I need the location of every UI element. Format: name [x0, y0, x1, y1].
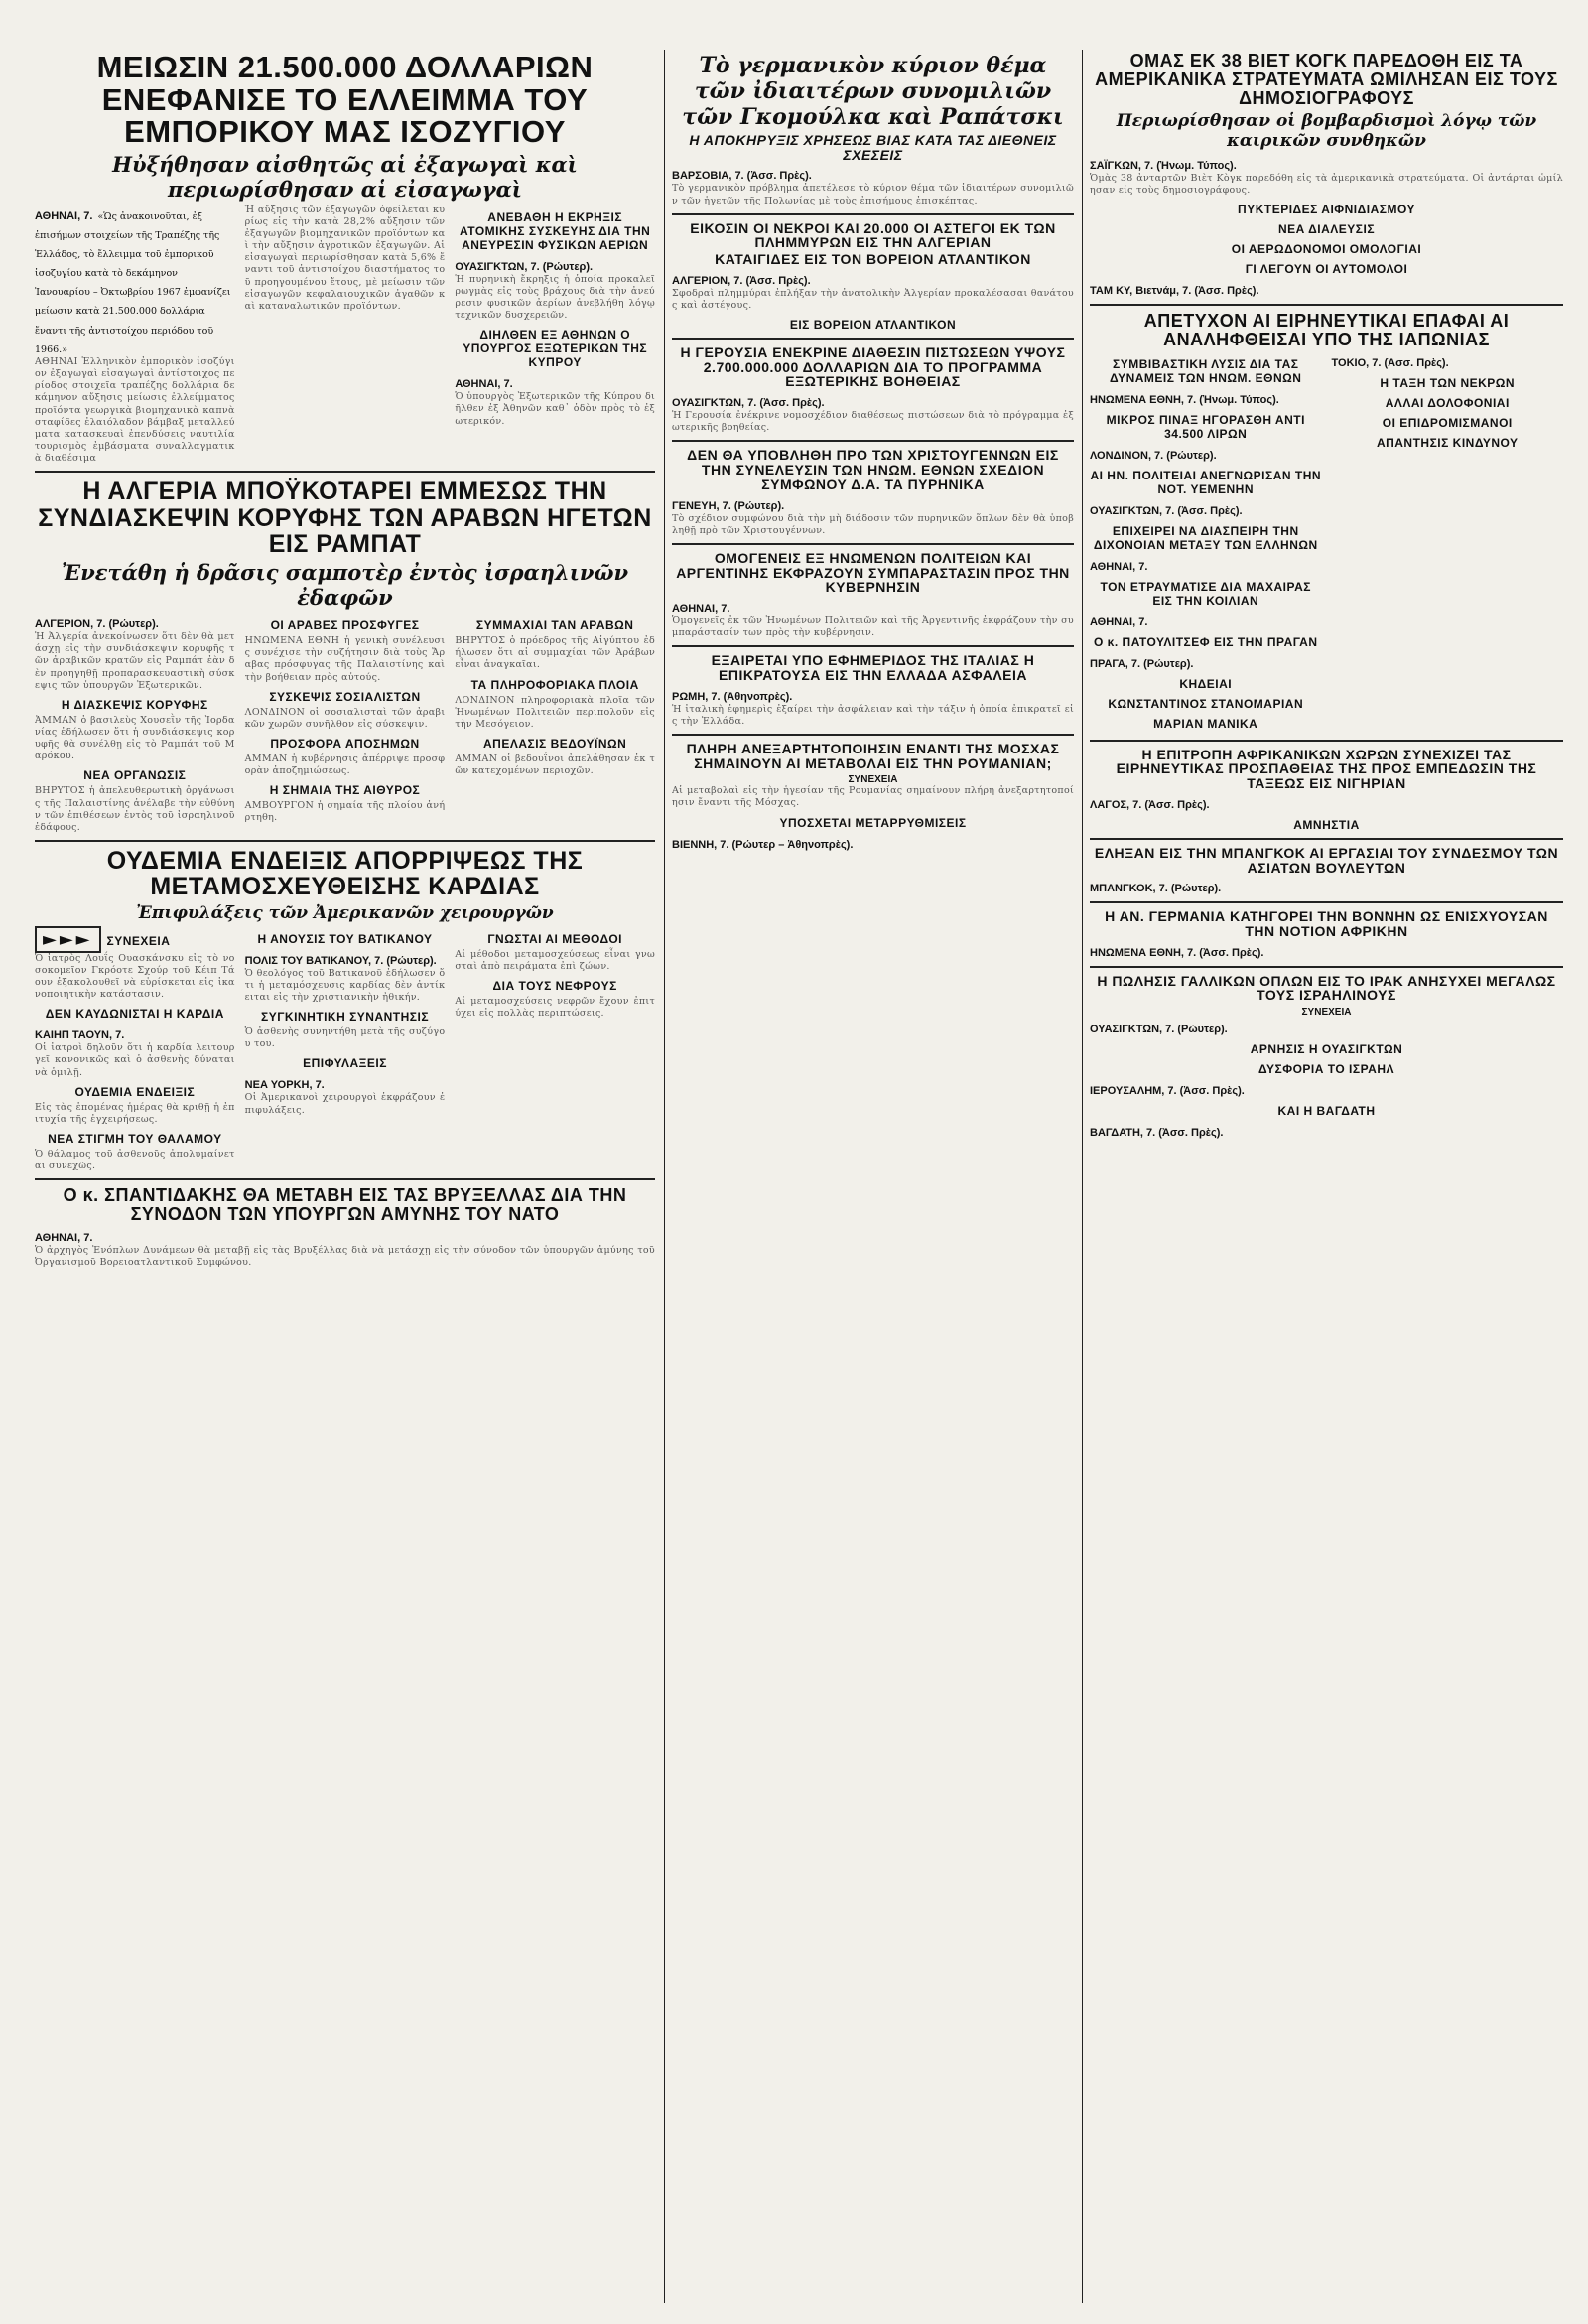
body-text: Ὁμογενεῖς ἐκ τῶν Ἡνωμένων Πολιτειῶν καὶ τῆς Ἀργεντινῆς ἐκφράζουν τὴν συμπαράστασίν των πρὸς τὴν κυβέρνησιν.	[672, 615, 1074, 639]
body-text: Εἰς τὰς ἑπομένας ἡμέρας θὰ κριθῇ ἡ ἐπιτυχία τῆς ἐγχειρήσεως.	[35, 1101, 235, 1125]
body-text: Τὸ γερμανικὸν πρόβλημα ἀπετέλεσε τὸ κύριον θέμα τῶν ἰδιαιτέρων συνομιλιῶν τῶν ἡγετῶν τῆς Πολωνίας μὲ τοὺς ἐπισήμους ἐπισκέπτας.	[672, 183, 1074, 206]
dateline: ΝΕΑ ΥΟΡΚΗ, 7.	[244, 1079, 325, 1092]
continuation-label: ΣΥΝΕΧΕΙΑ	[848, 774, 898, 786]
article-senate	[672, 345, 1074, 434]
body-text: ΑΜΒΟΥΡΓΟΝ ἡ σημαία τῆς πλοίου ἀνήρτηθη.	[244, 800, 446, 824]
section-heading: ΤΑ ΠΛΗΡΟΦΟΡΙΑΚΑ ΠΛΟΙΑ	[470, 677, 639, 692]
article-floods	[672, 221, 1074, 332]
newspaper-page	[35, 50, 1563, 2303]
dateline: ΑΛΓΕΡΙΟΝ, 7. (Ἀσσ. Πρὲς).	[672, 274, 811, 287]
body-text: Αἱ μεταμοσχεύσεις νεφρῶν ἔχουν ἐπιτύχει εἰς πολλὰς περιπτώσεις.	[455, 995, 655, 1020]
section-heading: ΤΟΝ ΕΤΡΑΥΜΑΤΙΣΕ ΔΙΑ ΜΑΧΑΙΡΑΣ ΕΙΣ ΤΗΝ ΚΟΙΛΙΑΝ	[1100, 579, 1311, 608]
section-heading: ΕΠΙΦΥΛΑΞΕΙΣ	[303, 1056, 387, 1071]
dateline: ΛΑΓΟΣ, 7. (Ἀσσ. Πρὲς).	[1090, 798, 1210, 811]
dateline: ΑΘΗΝΑΙ, 7.	[35, 1232, 93, 1245]
column-middle	[672, 50, 1074, 2303]
section-heading: ΣΥΣΚΕΨΙΣ ΣΟΣΙΑΛΙΣΤΩΝ	[269, 689, 421, 704]
section-heading: Η ΤΑΞΗ ΤΩΝ ΝΕΚΡΩΝ	[1380, 375, 1516, 390]
continuation-ribbon-icon: ►►►	[35, 926, 101, 953]
dateline: ΡΩΜΗ, 7. (Ἀθηνοπρὲς).	[672, 690, 793, 703]
section-heading: ΑΝΕΒΑΘΗ Η ΕΚΡΗΞΙΣ ΑΤΟΜΙΚΗΣ ΣΥΣΚΕΥΗΣ ΔΙΑ ΤΗΝ ΑΝΕΥΡΕΣΙΝ ΦΥΣΙΚΩΝ ΑΕΡΙΩΝ	[460, 209, 651, 252]
article-bangkok	[1090, 846, 1563, 895]
column-left	[35, 50, 655, 2303]
article-nuclear-treaty	[672, 448, 1074, 536]
section-heading: ΣΥΓΚΙΝΗΤΙΚΗ ΣΥΝΑΝΤΗΣΙΣ	[261, 1010, 430, 1025]
continuation-label: ΣΥΝΕΧΕΙΑ	[106, 933, 171, 948]
section-heading: ΚΗΔΕΙΑΙ	[1179, 676, 1233, 691]
funeral-name: ΜΑΡΙΑΝ ΜΑΝΙΚΑ	[1153, 716, 1258, 731]
article-peace-contacts	[1090, 312, 1563, 734]
subheadline: Η ΑΠΟΚΗΡΥΞΙΣ ΧΡΗΣΕΩΣ ΒΙΑΣ ΚΑΤΑ ΤΑΣ ΔΙΕΘΝΕΙΣ ΣΧΕΣΕΙΣ	[689, 132, 1057, 163]
section-heading: ΠΡΟΣΦΟΡΑ ΑΠΟΣΗΜΩΝ	[270, 736, 420, 751]
headline: ΑΠΕΤΥΧΟΝ ΑΙ ΕΙΡΗΝΕΥΤΙΚΑΙ ΕΠΑΦΑΙ ΑΙ ΑΝΑΛΗΦΘΕΙΣΑΙ ΥΠΟ ΤΗΣ ΙΑΠΩΝΙΑΣ	[1143, 310, 1510, 349]
body-text: Ἡ αὔξησις τῶν ἐξαγωγῶν ὀφείλεται κυρίως εἰς τὴν κατὰ 28,2% αὔξησιν τῶν ἐξαγωγῶν βιομηχανικῶν προϊόντων καὶ τὴν αὔξησιν ἀγροτικῶν ἐξαγωγῶν. Αἱ εἰσαγωγαὶ περιωρίσθησαν κατὰ 5,6% ἔναντι τοῦ ἀντιστοίχου διαστήματος τοῦ προηγουμένου ἔτους, μὲ μείωσιν τῶν εἰσαγωγῶν κεφαλαιουχικῶν ἀγαθῶν καὶ καταναλωτικῶν προϊόντων.	[244, 204, 446, 312]
body-text: ΑΜΜΑΝ οἱ βεδουΐνοι ἀπελάθησαν ἐκ τῶν κατεχομένων περιοχῶν.	[455, 752, 655, 777]
body-text: Αἱ μεταβολαὶ εἰς τὴν ἡγεσίαν τῆς Ρουμανίας σημαίνουν πλήρη ἀνεξαρτητοποίησιν ἔναντι τῆς Μόσχας.	[672, 785, 1074, 809]
article-bonn	[1090, 909, 1563, 959]
dateline: ΒΑΡΣΟΒΙΑ, 7. (Ἀσσ. Πρὲς).	[672, 170, 812, 183]
headline: Η ΑΛΓΕΡΙΑ ΜΠΟΫΚΟΤΑΡΕΙ ΕΜΜΕΣΩΣ ΤΗΝ ΣΥΝΔΙΑΣΚΕΨΙΝ ΚΟΡΥΦΗΣ ΤΩΝ ΑΡΑΒΩΝ ΗΓΕΤΩΝ ΕΙΣ ΡΑΜΠΑΤ	[38, 478, 652, 558]
dateline: ΑΘΗΝΑΙ, 7.	[1090, 615, 1148, 628]
article-italy	[672, 653, 1074, 728]
article-german-talks	[672, 53, 1074, 207]
section-heading: ΑΠΕΛΑΣΙΣ ΒΕΔΟΥΪΝΩΝ	[483, 736, 627, 751]
section-heading: ΝΕΑ ΔΙΑΛΕΥΣΙΣ	[1277, 221, 1376, 236]
section-heading: ΟΙ ΑΕΡΩΔΟΝΟΜΟΙ ΟΜΟΛΟΓΙΑΙ	[1231, 241, 1422, 256]
section-heading: ΔΕΝ ΚΑΥΔΩΝΙΣΤΑΙ Η ΚΑΡΔΙΑ	[45, 1007, 224, 1022]
headline: ΠΛΗΡΗ ΑΝΕΞΑΡΤΗΤΟΠΟΙΗΣΙΝ ΕΝΑΝΤΙ ΤΗΣ ΜΟΣΧΑΣ ΣΗΜΑΙΝΟΥΝ ΑΙ ΜΕΤΑΒΟΛΑΙ ΕΙΣ ΤΗΝ ΡΟΥΜΑΝΙΑΝ;	[686, 740, 1060, 771]
body-text: Οἱ Ἀμερικανοὶ χειρουργοὶ ἐκφράζουν ἐπιφυλάξεις.	[244, 1092, 446, 1116]
headline: Η ΓΕΡΟΥΣΙΑ ΕΝΕΚΡΙΝΕ ΔΙΑΘΕΣΙΝ ΠΙΣΤΩΣΕΩΝ ΥΨΟΥΣ 2.700.000.000 ΔΟΛΛΑΡΙΩΝ ΔΙΑ ΤΟ ΠΡΟΓΡΑΜΜΑ ΕΞΩΤΕΡΙΚΗΣ ΒΟΗΘΕΙΑΣ	[680, 344, 1066, 390]
subheadline: Ἐνετάθη ἡ δρᾶσις σαμποτὲρ ἐντὸς ἰσραηλινῶν ἐδαφῶν	[61, 560, 629, 611]
section-heading: ΔΥΣΦΟΡΙΑ ΤΟ ΙΣΡΑΗΛ	[1257, 1061, 1395, 1076]
body-text: Τὸ σχέδιον συμφώνου διὰ τὴν μὴ διάδοσιν τῶν πυρηνικῶν ὅπλων δὲν θὰ ὑποβληθῇ πρὸ τῶν Χριστουγέννων.	[672, 512, 1074, 536]
subheadline: Περιωρίσθησαν οἱ βομβαρδισμοὶ λόγῳ τῶν καιρικῶν συνθηκῶν	[1116, 110, 1537, 151]
dateline: ΑΘΗΝΑΙ, 7.	[1090, 560, 1148, 573]
article-iraq	[1090, 974, 1563, 1140]
subheadline: ΚΑΤΑΙΓΙΔΕΣ ΕΙΣ ΤΟΝ ΒΟΡΕΙΟΝ ΑΤΛΑΝΤΙΚΟΝ	[715, 251, 1031, 268]
headline: Η ΑΝ. ΓΕΡΜΑΝΙΑ ΚΑΤΗΓΟΡΕΙ ΤΗΝ ΒΟΝΝΗΝ ΩΣ ΕΝΙΣΧΥΟΥΣΑΝ ΤΗΝ ΝΟΤΙΟΝ ΑΦΡΙΚΗΝ	[1105, 908, 1548, 939]
body-text: Οἱ ἰατροὶ δηλοῦν ὅτι ἡ καρδία λειτουργεῖ κανονικῶς καὶ ὁ ἀσθενὴς δύναται νὰ ὁμιλῇ.	[35, 1042, 235, 1078]
section-heading: Η ΑΝΟΥΣΙΣ ΤΟΥ ΒΑΤΙΚΑΝΟΥ	[257, 931, 433, 946]
section-heading: Η ΔΙΑΣΚΕΨΙΣ ΚΟΡΥΦΗΣ	[61, 697, 208, 712]
section-heading: ΣΥΜΒΙΒΑΣΤΙΚΗ ΛΥΣΙΣ ΔΙΑ ΤΑΣ ΔΥΝΑΜΕΙΣ ΤΩΝ ΗΝΩΜ. ΕΘΝΩΝ	[1110, 356, 1302, 385]
article-vietcong	[1090, 52, 1563, 298]
section-heading: ΝΕΑ ΣΤΙΓΜΗ ΤΟΥ ΘΑΛΑΜΟΥ	[48, 1131, 222, 1146]
section-heading: ΟΥΔΕΜΙΑ ΕΝΔΕΙΞΙΣ	[74, 1084, 196, 1099]
body-text: ΒΗΡΥΤΟΣ ὁ πρόεδρος τῆς Αἰγύπτου ἐδήλωσεν ὅτι αἱ συμμαχίαι τῶν Ἀράβων εἶναι ἀναγκαῖαι.	[455, 635, 655, 671]
headline: Τὸ γερμανικὸν κύριον θέμα τῶν ἰδιαιτέρων συνομιλιῶν τῶν Γκομούλκα καὶ Ραπάτσκι	[682, 53, 1064, 130]
dateline: ΤΑΜ ΚΥ, Βιετνάμ, 7. (Ἀσσ. Πρὲς).	[1090, 284, 1259, 297]
body-text: ἈΜΜΑΝ ὁ βασιλεὺς Χουσεῒν τῆς Ἰορδανίας ἐδήλωσεν ὅτι ἡ συνδιάσκεψις κορυφῆς θὰ συνέλθῃ εἰς τὸ Ραμπάτ τοῦ Μαρόκου.	[35, 714, 235, 762]
headline: ΕΙΚΟΣΙΝ ΟΙ ΝΕΚΡΟΙ ΚΑΙ 20.000 ΟΙ ΑΣΤΕΓΟΙ ΕΚ ΤΩΝ ΠΛΗΜΜΥΡΩΝ ΕΙΣ ΤΗΝ ΑΛΓΕΡΙΑΝ	[690, 219, 1056, 251]
dateline: ΗΝΩΜΕΝΑ ΕΘΝΗ, 7. (Ἡνωμ. Τύπος).	[1090, 393, 1279, 406]
body-text: Ὁ ἀρχηγὸς Ἐνόπλων Δυνάμεων θὰ μεταβῇ εἰς τὰς Βρυξέλλας διὰ νὰ μετάσχῃ εἰς τὴν σύνοδον τῶν ὑπουργῶν ἀμύνης τοῦ Ὀργανισμοῦ Βορειοατλαντικοῦ Συμφώνου.	[35, 1245, 655, 1269]
section-heading: ΥΠΟΣΧΕΤΑΙ ΜΕΤΑΡΡΥΘΜΙΣΕΙΣ	[779, 815, 967, 830]
body-text: ΛΟΝΔΙΝΟΝ πληροφοριακὰ πλοῖα τῶν Ἡνωμένων Πολιτειῶν περιπολοῦν εἰς τὴν Μεσόγειον.	[455, 694, 655, 730]
dateline: ΜΠΑΝΓΚΟΚ, 7. (Ρώυτερ).	[1090, 883, 1222, 895]
headline: ΟΜΑΣ ΕΚ 38 ΒΙΕΤ ΚΟΓΚ ΠΑΡΕΔΟΘΗ ΕΙΣ ΤΑ ΑΜΕΡΙΚΑΝΙΚΑ ΣΤΡΑΤΕΥΜΑΤΑ ΩΜΙΛΗΣΑΝ ΕΙΣ ΤΟΥΣ ΔΗΜΟΣΙΟΓΡΑΦΟΥΣ	[1095, 51, 1558, 108]
section-heading: ΑΡΝΗΣΙΣ Η ΟΥΑΣΙΓΚΤΩΝ	[1250, 1041, 1403, 1056]
headline: Η ΠΩΛΗΣΙΣ ΓΑΛΛΙΚΩΝ ΟΠΛΩΝ ΕΙΣ ΤΟ ΙΡΑΚ ΑΝΗΣΥΧΕΙ ΜΕΓΑΛΩΣ ΤΟΥΣ ΙΣΡΑΗΛΙΝΟΥΣ	[1097, 972, 1556, 1004]
body-text: Αἱ μέθοδοι μεταμοσχεύσεως εἶναι γνωσταὶ ἀπὸ πειράματα ἐπὶ ζώων.	[455, 948, 655, 972]
body-text: Ἡ πυρηνικὴ ἔκρηξις ἡ ὁποία προκαλεῖ ρωγμὰς εἰς τοὺς βράχους διὰ τὴν ἀνεύρεσιν φυσικῶν ἀερίων ἀνεβλήθη λόγῳ τεχνικῶν δυσχερειῶν.	[455, 273, 655, 322]
section-heading: ΚΑΙ Η ΒΑΓΔΑΤΗ	[1277, 1103, 1376, 1118]
body-text: Ὁ ὑπουργὸς Ἐξωτερικῶν τῆς Κύπρου διῆλθεν ἐξ Ἀθηνῶν καθ᾽ ὁδὸν πρὸς τὸ ἐξωτερικόν.	[455, 391, 655, 427]
headline: Η ΕΠΙΤΡΟΠΗ ΑΦΡΙΚΑΝΙΚΩΝ ΧΩΡΩΝ ΣΥΝΕΧΙΖΕΙ ΤΑΣ ΕΙΡΗΝΕΥΤΙΚΑΣ ΠΡΟΣΠΑΘΕΙΑΣ ΤΗΣ ΠΡΟΣ ΕΜΠΕΔΩΣΙΝ ΤΗΣ ΤΑΞΕΩΣ ΕΙΣ ΝΙΓΗΡΙΑΝ	[1116, 746, 1537, 792]
dateline: ΑΘΗΝΑΙ, 7.	[35, 209, 93, 222]
section-heading: ΔΙΗΛΘΕΝ ΕΞ ΑΘΗΝΩΝ Ο ΥΠΟΥΡΓΟΣ ΕΞΩΤΕΡΙΚΩΝ ΤΗΣ ΚΥΠΡΟΥ	[463, 328, 648, 370]
dateline: ΑΘΗΝΑΙ, 7.	[672, 602, 730, 615]
dateline: ΓΕΝΕΥΗ, 7. (Ρώυτερ).	[672, 499, 785, 512]
dateline: ΛΟΝΔΙΝΟΝ, 7. (Ρώυτερ).	[1090, 449, 1217, 462]
dateline: ΙΕΡΟΥΣΑΛΗΜ, 7. (Ἀσσ. Πρὲς).	[1090, 1084, 1245, 1097]
body-text: Ἡ ἰταλικὴ ἐφημερὶς ἐξαίρει τὴν ἀσφάλειαν καὶ τὴν τάξιν ἡ ὁποία ἐπικρατεῖ εἰς τὴν Ἑλλάδα.	[672, 703, 1074, 727]
section-heading: ΑΛΛΑΙ ΔΟΛΟΦΟΝΙΑΙ	[1385, 395, 1510, 410]
body-text: Ἡ Γερουσία ἐνέκρινε νομοσχέδιον διαθέσεως πιστώσεων διὰ τὸ πρόγραμμα ἐξωτερικῆς βοηθείας.	[672, 410, 1074, 434]
body-text: ΛΟΝΔΙΝΟΝ οἱ σοσιαλισταὶ τῶν ἀραβικῶν χωρῶν συνῆλθον εἰς σύσκεψιν.	[244, 706, 446, 730]
article-nigeria	[1090, 748, 1563, 832]
section-heading: ΝΕΑ ΟΡΓΑΝΩΣΙΣ	[83, 768, 187, 783]
section-heading: ΕΙΣ ΒΟΡΕΙΟΝ ΑΤΛΑΝΤΙΚΟΝ	[789, 318, 957, 333]
dateline: ΑΛΓΕΡΙΟΝ, 7. (Ρώυτερ).	[35, 618, 159, 631]
section-heading: ΓΙ ΛΕΓΟΥΝ ΟΙ ΑΥΤΟΜΟΛΟΙ	[1245, 261, 1408, 276]
section-heading: ΓΝΩΣΤΑΙ ΑΙ ΜΕΘΟΔΟΙ	[487, 931, 623, 946]
dateline: ΚΑΙΗΠ ΤΑΟΥΝ, 7.	[35, 1029, 125, 1042]
dateline: ΣΑΪΓΚΩΝ, 7. (Ἡνωμ. Τύπος).	[1090, 159, 1237, 172]
column-right	[1090, 50, 1563, 2303]
article-body: «Ὡς ἀνακοινοῦται, ἐξ ἐπισήμων στοιχείων τῆς Τραπέζης τῆς Ἑλλάδος, τὸ ἔλλειμμα τοῦ ἐμπορικοῦ ἰσοζυγίου κατὰ τὸ δεκάμηνον Ἰανουαρίου – Ὀκτωβρίου 1967 ἐμφανίζει μείωσιν κατὰ 21.500.000 δολλάρια ἔναντι τῆς ἀντιστοίχου περιόδου τοῦ 1966.»	[35, 210, 231, 355]
body-text: Σφοδραὶ πλημμύραι ἐπλήξαν τὴν ἀνατολικὴν Ἀλγερίαν προκαλέσασαι θανάτους καὶ ἀστέγους.	[672, 287, 1074, 311]
continuation-label: ΣΥΝΕΧΕΙΑ	[1301, 1006, 1352, 1018]
dateline: ΒΙΕΝΝΗ, 7. (Ρώυτερ – Ἀθηνοπρὲς).	[672, 838, 854, 851]
body-text: Ὁ ἰατρὸς Λουΐς Ουασκάνσκυ εἰς τὸ νοσοκομεῖον Γκρόοτε Σχούρ τοῦ Κέιπ Τάουν ἐξακολουθεῖ νὰ εὑρίσκεται εἰς ἱκανοποιητικὴν κατάστασιν.	[35, 952, 235, 1001]
section-heading: ΣΥΜΜΑΧΙΑΙ ΤΑΝ ΑΡΑΒΩΝ	[475, 618, 634, 633]
section-heading: ΟΙ ΑΡΑΒΕΣ ΠΡΟΣΦΥΓΕΣ	[270, 618, 420, 633]
body-text: ΑΘΗΝΑΙ Ἑλληνικὸν ἐμπορικὸν ἰσοζύγιον ἐξαγωγαὶ εἰσαγωγαὶ ἀντίστοιχος περίοδος στοιχεῖα τραπέζης δολλάρια δεκάμηνον αὔξησις μείωσις ἐλλείμματος προϊόντα γεωργικὰ βιομηχανικὰ καπνὰ σταφίδες ἐλαιόλαδον βάμβαξ μεταλλεύματα κατασκευαὶ ἐπενδύσεις ναυτιλία τουρισμὸς ἐμβάσματα συναλλαγματικὰ διαθέσιμα	[35, 355, 235, 465]
dateline: ΒΑΓΔΑΤΗ, 7. (Ἀσσ. Πρὲς).	[1090, 1126, 1224, 1139]
section-heading: Ο κ. ΠΑΤΟΥΛΙΤΣΕΦ ΕΙΣ ΤΗΝ ΠΡΑΓΑΝ	[1094, 634, 1318, 649]
body-text: Ὁμὰς 38 ἀνταρτῶν Βιὲτ Κὸγκ παρεδόθη εἰς τὰ ἀμερικανικὰ στρατεύματα. Οἱ ἀντάρται ὡμίλησαν εἰς τοὺς δημοσιογράφους.	[1090, 172, 1563, 196]
body-text: ΗΝΩΜΕΝΑ ΕΘΝΗ ἡ γενικὴ συνέλευσις συνέχισε τὴν συζήτησιν διὰ τοὺς Ἄραβας πρόσφυγας τῆς Παλαιστίνης καὶ τὴν βοήθειαν πρὸς αὐτούς.	[244, 635, 446, 683]
section-heading: ΜΙΚΡΟΣ ΠΙΝΑΞ ΗΓΟΡΑΣΘΗ ΑΝΤΙ 34.500 ΛΙΡΩΝ	[1106, 412, 1305, 441]
article-romania	[672, 742, 1074, 852]
headline: ΜΕΙΩΣΙΝ 21.500.000 ΔΟΛΛΑΡΙΩΝ ΕΝΕΦΑΝΙΣΕ ΤΟ ΕΛΛΕΙΜΜΑ ΤΟΥ ΕΜΠΟΡΙΚΟΥ ΜΑΣ ΙΣΟΖΥΓΙΟΥ	[96, 50, 594, 150]
dateline: ΟΥΑΣΙΓΚΤΩΝ, 7. (Ἀσσ. Πρὲς).	[1090, 504, 1243, 517]
headline: ΟΜΟΓΕΝΕΙΣ ΕΞ ΗΝΩΜΕΝΩΝ ΠΟΛΙΤΕΙΩΝ ΚΑΙ ΑΡΓΕΝΤΙΝΗΣ ΕΚΦΡΑΖΟΥΝ ΣΥΜΠΑΡΑΣΤΑΣΙΝ ΠΡΟΣ ΤΗΝ ΚΥΒΕΡΝΗΣΙΝ	[676, 549, 1070, 596]
headline: ΕΛΗΞΑΝ ΕΙΣ ΤΗΝ ΜΠΑΝΓΚΟΚ ΑΙ ΕΡΓΑΣΙΑΙ ΤΟΥ ΣΥΝΔΕΣΜΟΥ ΤΩΝ ΑΣΙΑΤΩΝ ΒΟΥΛΕΥΤΩΝ	[1094, 844, 1559, 876]
body-text: Ὁ ἀσθενὴς συνηντήθη μετὰ τῆς συζύγου του.	[244, 1026, 446, 1050]
body-text: Ὁ θάλαμος τοῦ ἀσθενοῦς ἀπολυμαίνεται συνεχῶς.	[35, 1148, 235, 1172]
subheadline: Ηὐξήθησαν αἰσθητῶς αἱ ἐξαγωγαὶ καὶ περιωρίσθησαν αἱ εἰσαγωγαὶ	[112, 151, 578, 202]
dateline: ΟΥΑΣΙΓΚΤΩΝ, 7. (Ρώυτερ).	[1090, 1023, 1228, 1035]
headline: ΟΥΔΕΜΙΑ ΕΝΔΕΙΞΙΣ ΑΠΟΡΡΙΨΕΩΣ ΤΗΣ ΜΕΤΑΜΟΣΧΕΥΘΕΙΣΗΣ ΚΑΡΔΙΑΣ	[106, 847, 584, 901]
dateline: ΟΥΑΣΙΓΚΤΩΝ, 7. (Ἀσσ. Πρὲς).	[672, 397, 825, 410]
article-spantidakis	[35, 1186, 655, 1269]
section-heading: Η ΣΗΜΑΙΑ ΤΗΣ ΑΙΘΥΡΟΣ	[269, 783, 421, 798]
dateline: ΠΟΛΙΣ ΤΟΥ ΒΑΤΙΚΑΝΟΥ, 7. (Ρώυτερ).	[244, 954, 437, 967]
body-text: ΒΗΡΥΤΟΣ ἡ ἀπελευθερωτικὴ ὀργάνωσις τῆς Παλαιστίνης ἀνέλαβε τὴν εὐθύνην τῶν ἐπιθέσεων ἐντὸς τοῦ ἰσραηλινοῦ ἐδάφους.	[35, 785, 235, 833]
section-heading: ΠΥΚΤΕΡΙΔΕΣ ΑΙΦΝΙΔΙΑΣΜΟΥ	[1238, 202, 1415, 216]
body-text: ΑΜΜΑΝ ἡ κυβέρνησις ἀπέρριψε προσφορὰν ἀποζημιώσεως.	[244, 752, 446, 777]
article-heart-transplant	[35, 848, 655, 1172]
section-heading: ΑΜΝΗΣΤΙΑ	[1293, 817, 1360, 832]
section-heading: ΟΙ ΕΠΙΔΡΟΜΙΣΜΑΝΟΙ	[1382, 415, 1513, 430]
article-trade-deficit	[35, 52, 655, 465]
section-heading: ΕΠΙΧΕΙΡΕΙ ΝΑ ΔΙΑΣΠΕΙΡΗ ΤΗΝ ΔΙΧΟΝΟΙΑΝ ΜΕΤΑΞΥ ΤΩΝ ΕΛΛΗΝΩΝ	[1093, 523, 1318, 552]
headline: ΕΞΑΙΡΕΤΑΙ ΥΠΟ ΕΦΗΜΕΡΙΔΟΣ ΤΗΣ ΙΤΑΛΙΑΣ Η ΕΠΙΚΡΑΤΟΥΣΑ ΕΙΣ ΤΗΝ ΕΛΛΑΔΑ ΑΣΦΑΛΕΙΑ	[711, 652, 1035, 683]
dateline: ΗΝΩΜΕΝΑ ΕΘΝΗ, 7. (Ἀσσ. Πρὲς).	[1090, 946, 1264, 959]
body-text: Ὁ θεολόγος τοῦ Βατικανοῦ ἐδήλωσεν ὅτι ἡ μεταμόσχευσις καρδίας δὲν ἀντίκειται εἰς τὴν χριστιανικὴν ἠθικήν.	[244, 967, 446, 1003]
dateline: ΠΡΑΓΑ, 7. (Ρώυτερ).	[1090, 657, 1194, 670]
funeral-name: ΚΩΝΣΤΑΝΤΙΝΟΣ ΣΤΑΝΟΜΑΡΙΑΝ	[1108, 696, 1304, 711]
subheadline: Ἐπιφυλάξεις τῶν Ἀμερικανῶν χειρουργῶν	[136, 902, 554, 923]
dateline: ΑΘΗΝΑΙ, 7.	[455, 378, 513, 391]
section-heading: ΔΙΑ ΤΟΥΣ ΝΕΦΡΟΥΣ	[492, 978, 617, 993]
body-text: Ἡ Ἀλγερία ἀνεκοίνωσεν ὅτι δὲν θὰ μετάσχῃ εἰς τὴν συνδιάσκεψιν κορυφῆς τῶν ἀραβικῶν κρατῶν εἰς Ραμπάτ ἐὰν δὲν προηγηθῇ προπαρασκευαστικὴ σύσκεψις τῶν ὑπουργῶν Ἐξωτερικῶν.	[35, 631, 235, 691]
headline: ΔΕΝ ΘΑ ΥΠΟΒΛΗΘΗ ΠΡΟ ΤΩΝ ΧΡΙΣΤΟΥΓΕΝΝΩΝ ΕΙΣ ΤΗΝ ΣΥΝΕΛΕΥΣΙΝ ΤΩΝ ΗΝΩΜ. ΕΘΝΩΝ ΣΧΕΔΙΟΝ ΣΥΜΦΩΝΟΥ Δ.Α. ΤΑ ΠΥΡΗΝΙΚΑ	[687, 447, 1059, 492]
section-heading: ΑΙ ΗΝ. ΠΟΛΙΤΕΙΑΙ ΑΝΕΓΝΩΡΙΣΑΝ ΤΗΝ ΝΟΤ. ΥΕΜΕΝΗΝ	[1090, 468, 1322, 496]
article-expatriates	[672, 551, 1074, 639]
article-algeria	[35, 478, 655, 834]
dateline: ΤΟΚΙΟ, 7. (Ἀσσ. Πρὲς).	[1331, 356, 1449, 369]
section-heading: ΑΠΑΝΤΗΣΙΣ ΚΙΝΔΥΝΟΥ	[1376, 435, 1519, 450]
dateline: ΟΥΑΣΙΓΚΤΩΝ, 7. (Ρώυτερ).	[455, 260, 594, 273]
headline: Ο κ. ΣΠΑΝΤΙΔΑΚΗΣ ΘΑ ΜΕΤΑΒΗ ΕΙΣ ΤΑΣ ΒΡΥΞΕΛΛΑΣ ΔΙΑ ΤΗΝ ΣΥΝΟΔΟΝ ΤΩΝ ΥΠΟΥΡΓΩΝ ΑΜΥΝΗΣ ΤΟΥ ΝΑΤΟ	[63, 1185, 627, 1225]
